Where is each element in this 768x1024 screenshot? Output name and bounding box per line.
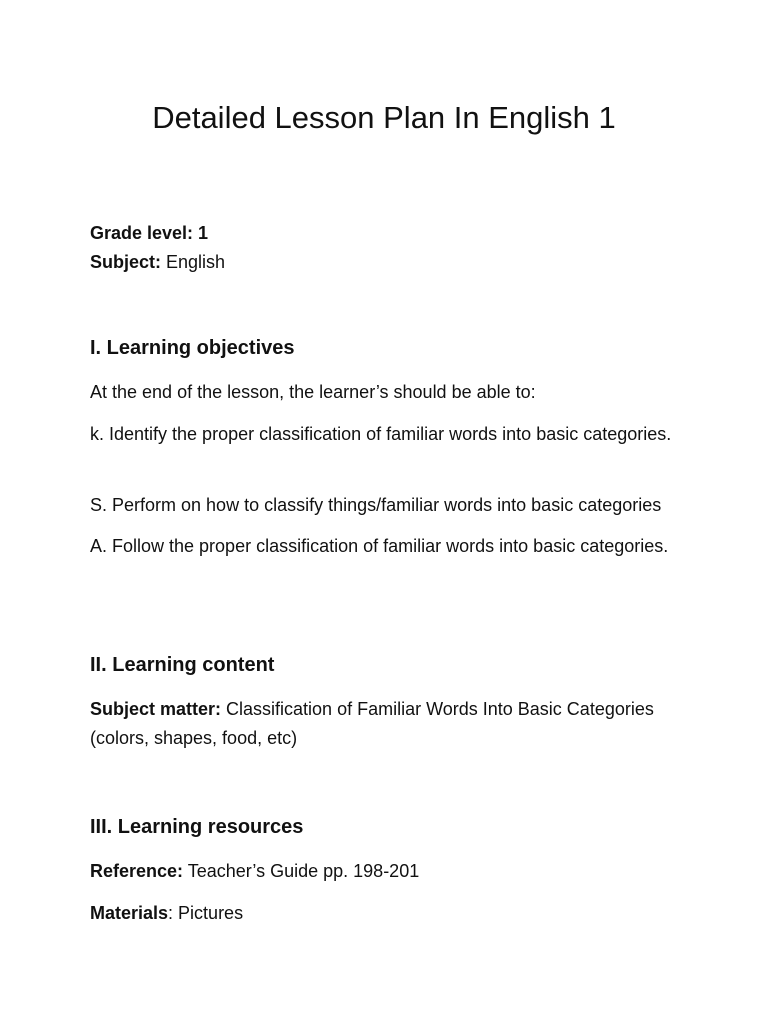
subject-matter-label: Subject matter: [90,699,222,719]
section-heading-content: II. Learning content [90,654,275,676]
section-heading-objectives: I. Learning objectives [90,337,295,359]
grade-level-line [90,219,690,248]
section-heading-resources: III. Learning resources [90,816,304,838]
grade-level-label: Grade level: 1 [90,223,209,243]
subject-matter-value: Classification of Familiar Words Into Basic Categories (colors, shapes, food, etc) [90,699,654,748]
reference-line [90,857,690,886]
subject-label: Subject: [90,252,162,272]
reference-value: Teacher’s Guide pp. 198-201 [183,861,420,881]
materials-line [90,899,690,928]
materials-value: : Pictures [168,903,244,923]
reference-label: Reference: [90,861,184,881]
objective-attitude: A. Follow the proper classification of familiar words into basic categories. [90,536,669,556]
objective-knowledge: k. Identify the proper classification of familiar words into basic categories. [90,424,672,444]
objective-skill: S. Perform on how to classify things/familiar words into basic categories [90,495,662,515]
subject-matter-line [90,695,690,753]
objectives-intro: At the end of the lesson, the learner’s should be able to: [90,382,536,402]
subject-line [90,248,690,277]
document-title: Detailed Lesson Plan In English 1 [152,100,616,135]
materials-label: Materials [90,903,169,923]
subject-value: English [161,252,226,272]
